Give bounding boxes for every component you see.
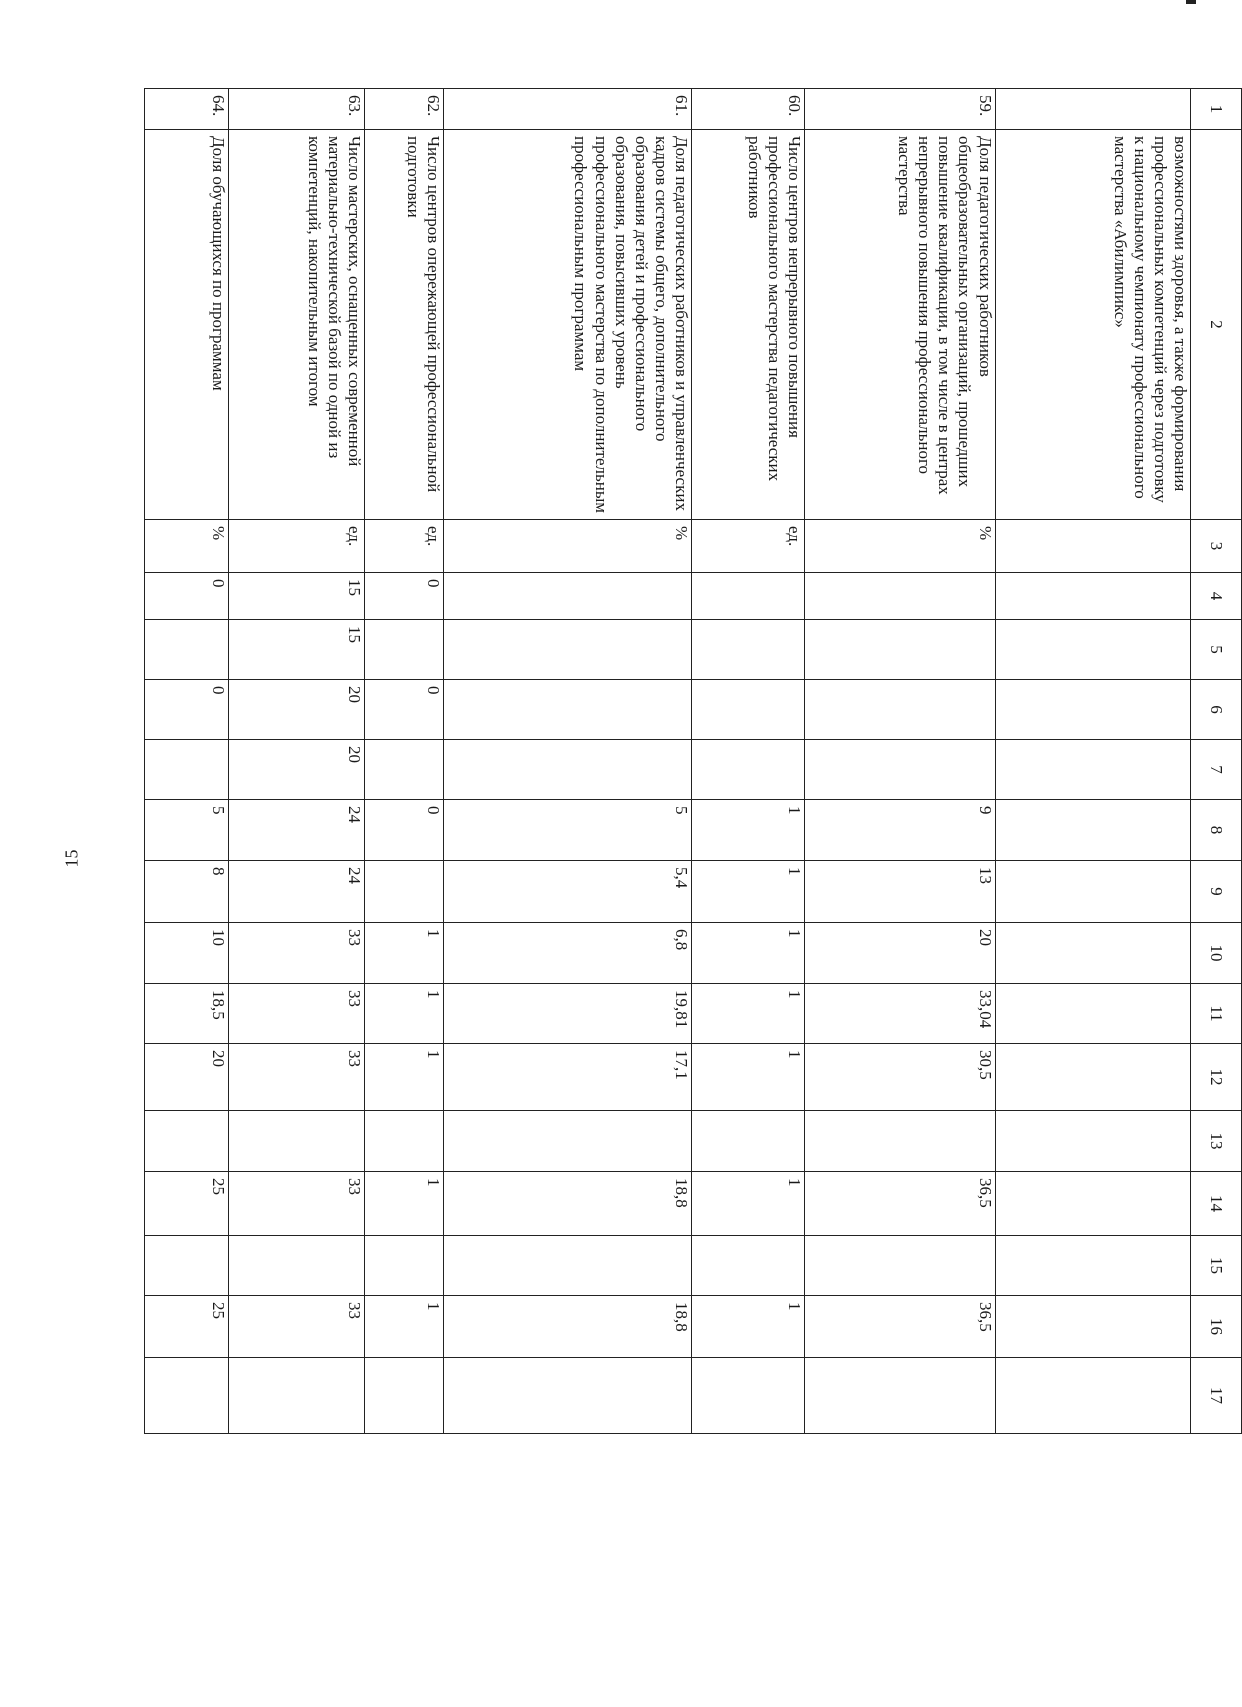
table-row bbox=[364, 89, 443, 1434]
indicator-name: Число центров непрерывного повышения профессионального мастерства педагогических работников bbox=[691, 130, 804, 520]
value-cell-col-11: 19,81 bbox=[444, 984, 692, 1044]
value-cell-col-7: 20 bbox=[229, 740, 364, 800]
value-cell-col-9 bbox=[364, 861, 443, 923]
value-cell-col-16: 33 bbox=[229, 1296, 364, 1358]
value-cell-col-8: 24 bbox=[229, 800, 364, 861]
column-header: 8 bbox=[1190, 800, 1241, 861]
value-cell-col-7 bbox=[805, 740, 995, 800]
value-cell-col-4 bbox=[805, 573, 995, 620]
value-cell-col-14 bbox=[995, 1172, 1190, 1236]
value-cell-col-14: 1 bbox=[691, 1172, 804, 1236]
indicator-name: Доля обучающихся по программам bbox=[145, 130, 229, 520]
column-header: 16 bbox=[1190, 1296, 1241, 1358]
value-cell-col-5 bbox=[691, 620, 804, 680]
value-cell-col-5 bbox=[364, 620, 443, 680]
value-cell-col-17 bbox=[145, 1358, 229, 1434]
value-cell-col-9: 13 bbox=[805, 861, 995, 923]
column-header: 12 bbox=[1190, 1044, 1241, 1111]
column-header: 14 bbox=[1190, 1172, 1241, 1236]
value-cell-col-11: 1 bbox=[364, 984, 443, 1044]
value-cell-col-6 bbox=[995, 680, 1190, 740]
value-cell-col-8: 9 bbox=[805, 800, 995, 861]
value-cell-col-8 bbox=[995, 800, 1190, 861]
column-header: 4 bbox=[1190, 573, 1241, 620]
value-cell-col-6 bbox=[444, 680, 692, 740]
value-cell-col-10 bbox=[995, 923, 1190, 984]
value-cell-col-4 bbox=[444, 573, 692, 620]
value-cell-col-12: 30,5 bbox=[805, 1044, 995, 1111]
value-cell-col-12: 20 bbox=[145, 1044, 229, 1111]
table-row bbox=[805, 89, 995, 1434]
value-cell-col-7 bbox=[691, 740, 804, 800]
value-cell-col-12: 1 bbox=[364, 1044, 443, 1111]
indicator-name: Доля педагогических работников и управленческих кадров системы общего, дополнительного образования детей и профессионального образования, повысивших уровень профессионального мастерства по дополнительным профессиональным программам bbox=[444, 130, 692, 520]
indicator-name: возможностями здоровья, а также формирования профессиональных компетенций через подготовку к национальному чемпионату профессионального мастерства «Абилимпикс» bbox=[995, 130, 1190, 520]
value-cell-col-7 bbox=[995, 740, 1190, 800]
column-header: 1 bbox=[1190, 89, 1241, 130]
value-cell-col-4 bbox=[691, 573, 804, 620]
column-header: 13 bbox=[1190, 1111, 1241, 1172]
table-row bbox=[444, 89, 692, 1434]
value-cell-col-7 bbox=[444, 740, 692, 800]
value-cell-col-13 bbox=[229, 1111, 364, 1172]
unit-cell: ед. bbox=[229, 520, 364, 573]
value-cell-col-14: 33 bbox=[229, 1172, 364, 1236]
value-cell-col-13 bbox=[444, 1111, 692, 1172]
value-cell-col-12 bbox=[995, 1044, 1190, 1111]
value-cell-col-11 bbox=[995, 984, 1190, 1044]
value-cell-col-17 bbox=[229, 1358, 364, 1434]
value-cell-col-15 bbox=[691, 1236, 804, 1296]
value-cell-col-9: 8 bbox=[145, 861, 229, 923]
row-number: 59. bbox=[805, 89, 995, 130]
value-cell-col-13 bbox=[691, 1111, 804, 1172]
value-cell-col-10: 1 bbox=[364, 923, 443, 984]
value-cell-col-5 bbox=[805, 620, 995, 680]
value-cell-col-17 bbox=[995, 1358, 1190, 1434]
value-cell-col-4: 15 bbox=[229, 573, 364, 620]
value-cell-col-6: 20 bbox=[229, 680, 364, 740]
value-cell-col-5 bbox=[995, 620, 1190, 680]
value-cell-col-8: 1 bbox=[691, 800, 804, 861]
value-cell-col-10: 20 bbox=[805, 923, 995, 984]
value-cell-col-12: 1 bbox=[691, 1044, 804, 1111]
value-cell-col-9: 1 bbox=[691, 861, 804, 923]
value-cell-col-15 bbox=[995, 1236, 1190, 1296]
value-cell-col-11: 33,04 bbox=[805, 984, 995, 1044]
page-number: 15 bbox=[61, 849, 82, 868]
table-row bbox=[229, 89, 364, 1434]
value-cell-col-17 bbox=[691, 1358, 804, 1434]
value-cell-col-15 bbox=[805, 1236, 995, 1296]
row-number bbox=[995, 89, 1190, 130]
value-cell-col-16: 18,8 bbox=[444, 1296, 692, 1358]
row-number: 62. bbox=[364, 89, 443, 130]
value-cell-col-13 bbox=[145, 1111, 229, 1172]
column-header: 17 bbox=[1190, 1358, 1241, 1434]
indicator-name: Число центров опережающей профессиональной подготовки bbox=[364, 130, 443, 520]
value-cell-col-14: 18,8 bbox=[444, 1172, 692, 1236]
value-cell-col-5 bbox=[145, 620, 229, 680]
column-header: 11 bbox=[1190, 984, 1241, 1044]
value-cell-col-10: 33 bbox=[229, 923, 364, 984]
column-header: 7 bbox=[1190, 740, 1241, 800]
column-header: 10 bbox=[1190, 923, 1241, 984]
column-header: 5 bbox=[1190, 620, 1241, 680]
value-cell-col-5: 15 bbox=[229, 620, 364, 680]
value-cell-col-14: 1 bbox=[364, 1172, 443, 1236]
value-cell-col-16 bbox=[995, 1296, 1190, 1358]
value-cell-col-10: 10 bbox=[145, 923, 229, 984]
value-cell-col-16: 36,5 bbox=[805, 1296, 995, 1358]
value-cell-col-17 bbox=[444, 1358, 692, 1434]
value-cell-col-16: 1 bbox=[691, 1296, 804, 1358]
row-number: 64. bbox=[145, 89, 229, 130]
table-row bbox=[995, 89, 1190, 1434]
value-cell-col-8: 0 bbox=[364, 800, 443, 861]
unit-cell: ед. bbox=[691, 520, 804, 573]
value-cell-col-14: 36,5 bbox=[805, 1172, 995, 1236]
value-cell-col-11: 18,5 bbox=[145, 984, 229, 1044]
value-cell-col-15 bbox=[145, 1236, 229, 1296]
unit-cell: % bbox=[444, 520, 692, 573]
indicator-name: Число мастерских, оснащенных современной материально-технической базой по одной из компетенций, накопительным итогом bbox=[229, 130, 364, 520]
value-cell-col-9: 5,4 bbox=[444, 861, 692, 923]
scan-edge-mark bbox=[1186, 0, 1196, 4]
column-header: 9 bbox=[1190, 861, 1241, 923]
value-cell-col-14: 25 bbox=[145, 1172, 229, 1236]
value-cell-col-13 bbox=[364, 1111, 443, 1172]
unit-cell: % bbox=[145, 520, 229, 573]
value-cell-col-7 bbox=[364, 740, 443, 800]
value-cell-col-16: 1 bbox=[364, 1296, 443, 1358]
table-row bbox=[691, 89, 804, 1434]
value-cell-col-4: 0 bbox=[145, 573, 229, 620]
row-number: 60. bbox=[691, 89, 804, 130]
value-cell-col-9 bbox=[995, 861, 1190, 923]
unit-cell: ед. bbox=[364, 520, 443, 573]
value-cell-col-11: 33 bbox=[229, 984, 364, 1044]
value-cell-col-15 bbox=[444, 1236, 692, 1296]
value-cell-col-12: 17,1 bbox=[444, 1044, 692, 1111]
value-cell-col-7 bbox=[145, 740, 229, 800]
value-cell-col-10: 6,8 bbox=[444, 923, 692, 984]
value-cell-col-4 bbox=[995, 573, 1190, 620]
value-cell-col-8: 5 bbox=[444, 800, 692, 861]
value-cell-col-17 bbox=[805, 1358, 995, 1434]
row-number: 61. bbox=[444, 89, 692, 130]
column-header: 15 bbox=[1190, 1236, 1241, 1296]
value-cell-col-5 bbox=[444, 620, 692, 680]
value-cell-col-6: 0 bbox=[145, 680, 229, 740]
unit-cell bbox=[995, 520, 1190, 573]
table-row bbox=[145, 89, 229, 1434]
value-cell-col-16: 25 bbox=[145, 1296, 229, 1358]
value-cell-col-11: 1 bbox=[691, 984, 804, 1044]
value-cell-col-6 bbox=[805, 680, 995, 740]
value-cell-col-17 bbox=[364, 1358, 443, 1434]
value-cell-col-15 bbox=[229, 1236, 364, 1296]
column-header: 2 bbox=[1190, 130, 1241, 520]
indicators-table bbox=[144, 88, 1242, 1434]
value-cell-col-13 bbox=[995, 1111, 1190, 1172]
rotated-table-container bbox=[144, 88, 1242, 1404]
value-cell-col-6 bbox=[691, 680, 804, 740]
value-cell-col-15 bbox=[364, 1236, 443, 1296]
value-cell-col-8: 5 bbox=[145, 800, 229, 861]
unit-cell: % bbox=[805, 520, 995, 573]
value-cell-col-13 bbox=[805, 1111, 995, 1172]
header-row bbox=[1190, 89, 1241, 1434]
value-cell-col-10: 1 bbox=[691, 923, 804, 984]
row-number: 63. bbox=[229, 89, 364, 130]
value-cell-col-12: 33 bbox=[229, 1044, 364, 1111]
column-header: 3 bbox=[1190, 520, 1241, 573]
value-cell-col-6: 0 bbox=[364, 680, 443, 740]
indicator-name: Доля педагогических работников общеобразовательных организаций, прошедших повышение квалификации, в том числе в центрах непрерывного повышения профессионального мастерства bbox=[805, 130, 995, 520]
column-header: 6 bbox=[1190, 680, 1241, 740]
value-cell-col-4: 0 bbox=[364, 573, 443, 620]
value-cell-col-9: 24 bbox=[229, 861, 364, 923]
